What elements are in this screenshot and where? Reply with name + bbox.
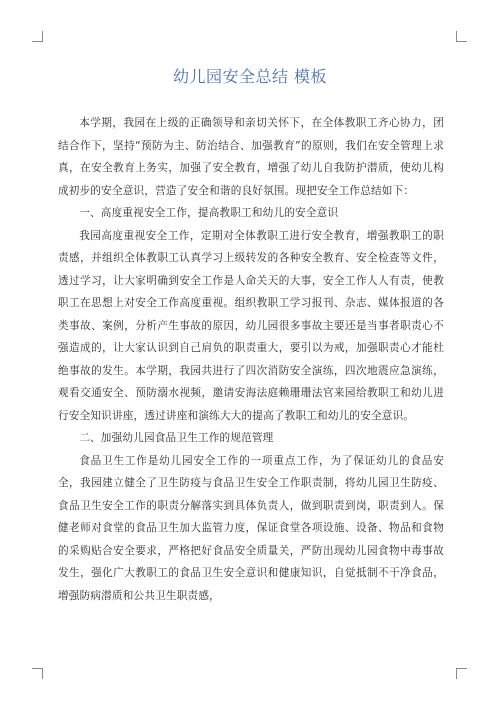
- section-2-paragraph: 食品卫生工作是幼儿园安全工作的一项重点工作，为了保证幼儿的食品安全，我园建立健全了卫生防疫与食品卫生安全工作职责制，将幼儿园卫生防疫、食品卫生安全工作的职责分解落实到具体负责人，做到职责到岗，职责到人。保健老师对食堂的食品卫生加大监管力度，保证食堂各项设施、设备、物品和食物的采购贴合安全要求，严格把好食品安全质量关，严防出现幼儿园食物中毒事故发生，强化广大教职工的食品卫生安全意识和健康知识，自觉抵制不干净食品，增强防病潜质和公共卫生职责感，: [58, 454, 444, 602]
- crop-mark-top-left: [32, 31, 43, 42]
- crop-mark-bottom-right: [456, 668, 467, 679]
- crop-mark-bottom-left: [32, 668, 43, 679]
- crop-mark-top-right: [456, 31, 467, 42]
- document-body: [58, 112, 444, 607]
- document-title: 幼儿园安全总结 模板: [172, 67, 328, 86]
- intro-paragraph: 本学期，我园在上级的正确领导和亲切关怀下，在全体教职工齐心协力，团结合作下，坚持“预防为主、防治结合、加强教育”的原则，我们在安全管理上求真，在安全教育上务实，加强了安全教育，增强了幼儿自我防护潜质，使幼儿构成初步的安全意识，营造了安全和谐的良好氛围。现把安全工作总结如下：: [58, 117, 444, 197]
- section-1-paragraph: 我园高度重视安全工作，定期对全体教职工进行安全教育，增强教职工的职责感，并组织全体教职工认真学习上级转发的各种安全教育、安全检查等文件，透过学习，让大家明确到安全工作是人命关天的大事，安全工作人人有责，使教职工在思想上对安全工作高度重视。组织教职工学习报刊、杂志、媒体报道的各类事故、案例，分析产生事故的原因，幼儿园很多事故主要还是当事者职责心不强造成的，让大家认识到自己肩负的职责重大，要引以为戒，加强职责心才能杜绝事故的发生。本学期，我园共进行了四次消防安全演练，四次地震应急演练，观看交通安全、预防溺水视频，邀请安海法庭赖珊珊法官来园给教职工和幼儿进行安全知识讲座，透过讲座和演练大大的提高了教职工和幼儿的安全意识。: [58, 229, 444, 422]
- section-heading-2: 二、加强幼儿园食品卫生工作的规范管理: [79, 432, 274, 444]
- section-heading-1: 一、高度重视安全工作，提高教职工和幼儿的安全意识: [79, 207, 339, 219]
